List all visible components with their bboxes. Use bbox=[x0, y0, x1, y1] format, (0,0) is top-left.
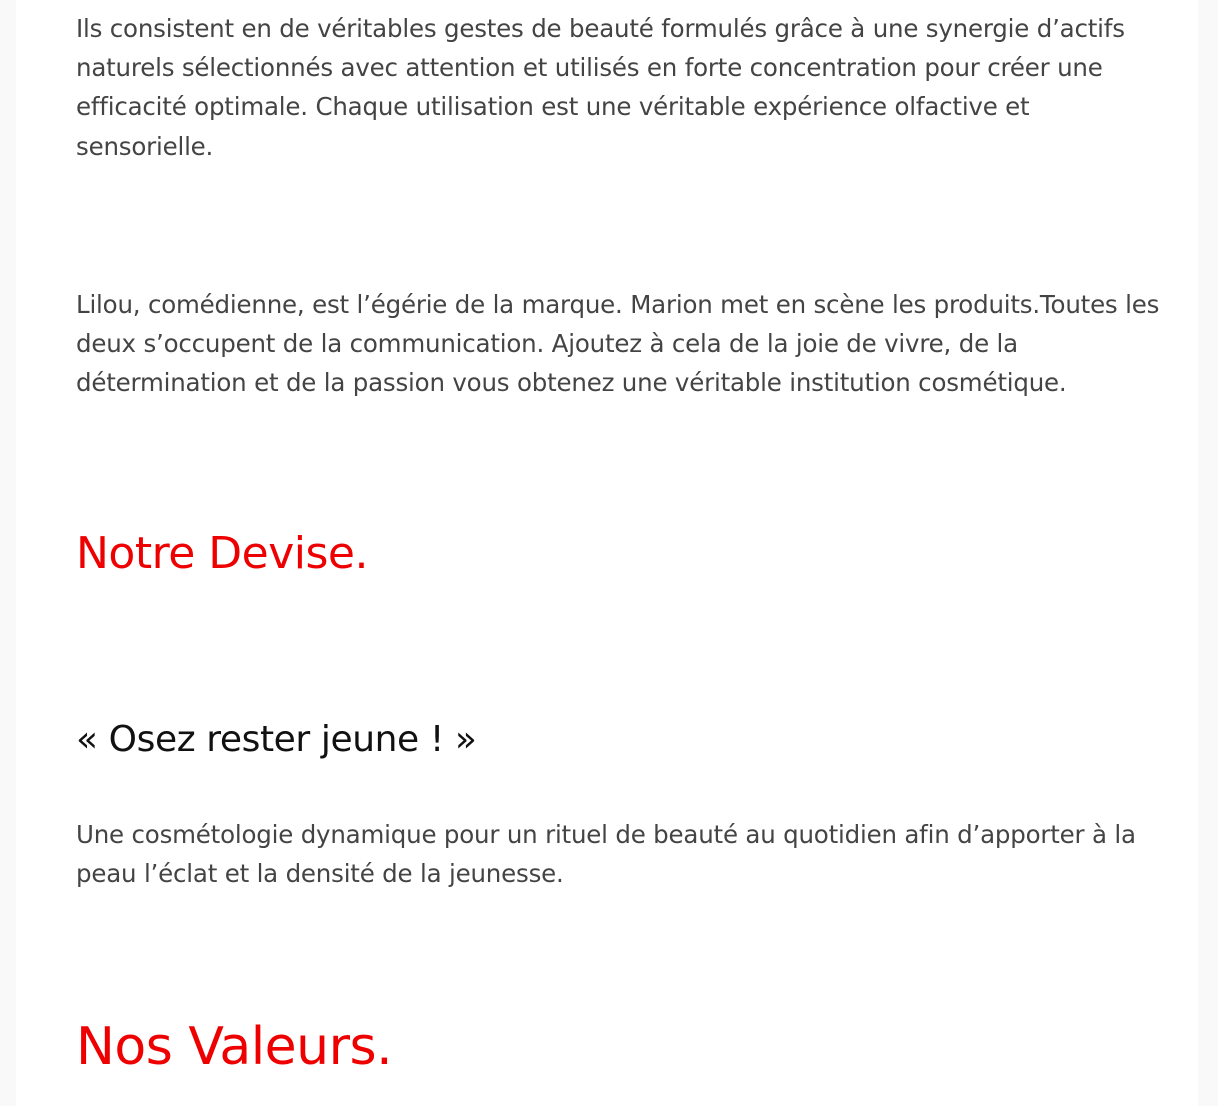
team-paragraph bbox=[76, 285, 1159, 403]
team-paragraph-line: détermination et de la passion vous obtenez une véritable institution cosmétique. bbox=[76, 368, 1067, 398]
motto-paragraph-line: Une cosmétologie dynamique pour un rituel de beauté au quotidien afin d’apporter à la bbox=[76, 820, 1136, 849]
team-paragraph-line: deux s’occupent de la communication. Ajoutez à cela de la joie de vivre, de la bbox=[76, 329, 1018, 359]
intro-paragraph-line: naturels sélectionnés avec attention et utilisés en forte concentration pour créer une bbox=[76, 53, 1103, 83]
intro-paragraph-line: Ils consistent en de véritables gestes de beauté formulés grâce à une synergie d’actifs bbox=[76, 14, 1125, 43]
content-card bbox=[16, 0, 1198, 1106]
values-heading: Nos Valeurs. bbox=[76, 1017, 393, 1077]
team-paragraph-line: Lilou, comédienne, est l’égérie de la marque. Marion met en scène les produits.Toutes les bbox=[76, 290, 1160, 319]
intro-paragraph bbox=[76, 9, 1125, 166]
motto-paragraph-line: peau l’éclat et la densité de la jeunesse. bbox=[76, 859, 564, 889]
motto-heading: « Osez rester jeune ! » bbox=[76, 719, 477, 760]
intro-paragraph-line: efficacité optimale. Chaque utilisation est une véritable expérience olfactive et bbox=[76, 92, 1030, 122]
devise-heading: Notre Devise. bbox=[76, 528, 368, 579]
motto-paragraph bbox=[76, 815, 1136, 893]
intro-paragraph-line: sensorielle. bbox=[76, 131, 214, 161]
